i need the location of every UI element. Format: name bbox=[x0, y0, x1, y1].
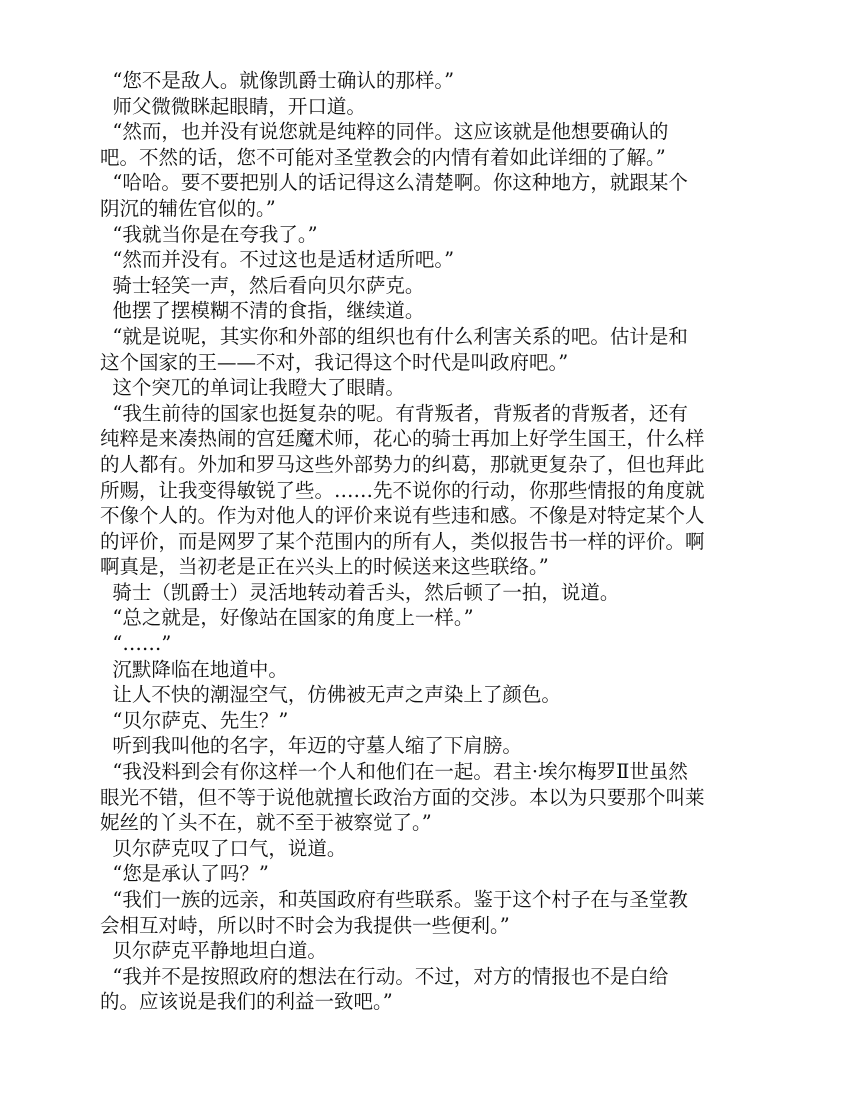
text-line: 所赐，让我变得敏锐了些。……先不说你的行动，你那些情报的角度就 bbox=[100, 478, 705, 502]
text-line: “然而，也并没有说您就是纯粹的同伴。这应该就是他想要确认的 bbox=[100, 120, 669, 144]
text-line: 吧。不然的话，您不可能对圣堂教会的内情有着如此详细的了解。” bbox=[100, 145, 666, 169]
text-line: “就是说呢，其实你和外部的组织也有什么利害关系的吧。估计是和 bbox=[100, 324, 688, 348]
text-line: “我们一族的远亲，和英国政府有些联系。鉴于这个村子在与圣堂教 bbox=[100, 888, 688, 911]
text-line: “哈哈。要不要把别人的话记得这么清楚啊。你这种地方，就跟某个 bbox=[100, 171, 688, 195]
text-line: 会相互对峙，所以时不时会为我提供一些便利。” bbox=[100, 913, 510, 937]
text-line: “我生前待的国家也挺复杂的呢。有背叛者，背叛者的背叛者，还有 bbox=[100, 401, 688, 425]
text-line: 阴沉的辅佐官似的。” bbox=[100, 196, 276, 220]
text-line: “然而并没有。不过这也是适材适所吧。” bbox=[100, 248, 455, 272]
text-line: 骑士轻笑一声，然后看向贝尔萨克。 bbox=[100, 273, 425, 297]
text-line: 贝尔萨克平静地坦白道。 bbox=[100, 939, 327, 963]
text-line: 妮丝的丫头不在，就不至于被察觉了。” bbox=[100, 811, 432, 835]
text-line: 啊真是，当初老是正在兴头上的时候送来这些联络。” bbox=[100, 555, 549, 579]
text-line: 这个国家的王——不对，我记得这个时代是叫政府吧。” bbox=[100, 350, 569, 374]
text-line: 纯粹是来凑热闹的宫廷魔术师，花心的骑士再加上好学生国王，什么样 bbox=[100, 427, 705, 451]
text-line: 眼光不错，但不等于说他就擅长政治方面的交涉。本以为只要那个叫莱 bbox=[100, 785, 705, 809]
text-line: 沉默降临在地道中。 bbox=[100, 657, 288, 681]
text-line: “您不是敌人。就像凯爵士确认的那样。” bbox=[100, 69, 455, 92]
text-line: 这个突兀的单词让我瞪大了眼睛。 bbox=[100, 376, 405, 400]
text-line: “贝尔萨克、先生？” bbox=[100, 708, 289, 732]
text-line: 的。应该说是我们的利益一致吧。” bbox=[100, 990, 393, 1014]
text-line: “总之就是，好像站在国家的角度上一样。” bbox=[100, 606, 474, 630]
text-line: “我没料到会有你这样一个人和他们在一起。君主·埃尔梅罗Ⅱ世虽然 bbox=[100, 760, 688, 784]
text-line: 听到我叫他的名字，年迈的守墓人缩了下肩膀。 bbox=[100, 734, 522, 758]
text-line: 的人都有。外加和罗马这些外部势力的纠葛，那就更复杂了，但也拜此 bbox=[100, 452, 705, 476]
text-line: “我就当你是在夸我了。” bbox=[100, 222, 318, 246]
text-line: 贝尔萨克叹了口气，说道。 bbox=[100, 836, 347, 860]
text-line: 的评价，而是网罗了某个范围内的所有人，类似报告书一样的评价。啊 bbox=[100, 529, 705, 553]
text-line: “我并不是按照政府的想法在行动。不过，对方的情报也不是白给 bbox=[100, 964, 669, 988]
text-line: 师父微微眯起眼睛，开口道。 bbox=[100, 94, 366, 118]
text-line: 骑士（凯爵士）灵活地转动着舌头，然后顿了一拍，说道。 bbox=[100, 580, 620, 604]
text-line: 让人不快的潮湿空气，仿佛被无声之声染上了颜色。 bbox=[100, 683, 561, 707]
text-line: “……” bbox=[100, 632, 172, 656]
text-line: 不像个人的。作为对他人的评价来说有些违和感。不像是对特定某个人 bbox=[100, 504, 705, 528]
text-line: 他摆了摆模糊不清的食指，继续道。 bbox=[100, 299, 425, 323]
text-line: “您是承认了吗？” bbox=[100, 862, 269, 886]
novel-text-body bbox=[100, 68, 760, 1015]
